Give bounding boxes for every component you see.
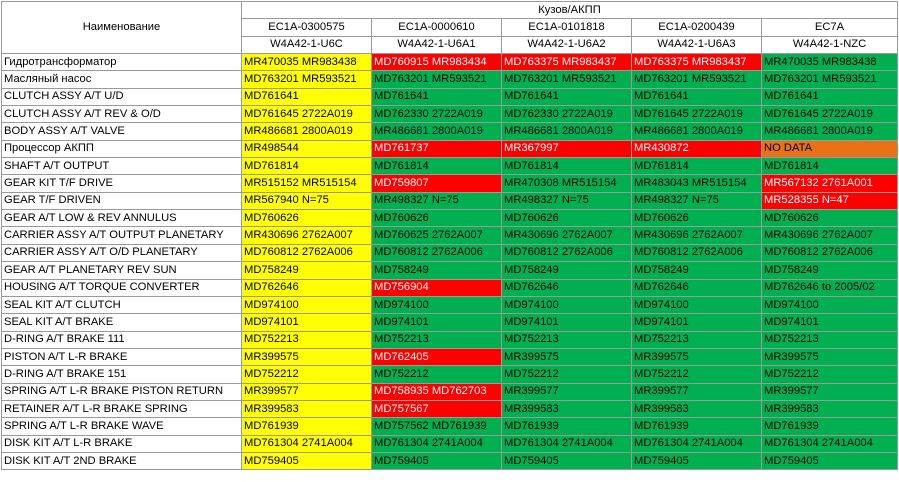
part-number-cell[interactable]: MD761641 bbox=[372, 88, 502, 105]
part-number-cell[interactable]: MD760626 bbox=[632, 210, 762, 227]
part-name-cell[interactable]: DISK KIT A/T L-R BRAKE bbox=[2, 435, 242, 452]
body-transmission-group-header[interactable]: Кузов/АКПП bbox=[242, 2, 898, 19]
part-number-cell[interactable]: MD763201 MR593521 bbox=[762, 71, 898, 88]
table-row bbox=[2, 279, 898, 296]
part-number-cell[interactable]: MR399575 bbox=[242, 348, 372, 365]
part-name-cell[interactable]: D-RING A/T BRAKE 111 bbox=[2, 331, 242, 348]
table-row bbox=[2, 210, 898, 227]
part-number-cell[interactable]: MR470035 MR983438 bbox=[242, 54, 372, 71]
part-number-cell[interactable]: MR498327 N=75 bbox=[502, 192, 632, 209]
name-column-header[interactable]: Наименование bbox=[2, 2, 242, 54]
part-number-cell[interactable]: MD760812 2762A006 bbox=[502, 244, 632, 261]
part-number-cell[interactable]: MR399575 bbox=[502, 348, 632, 365]
part-number-cell[interactable]: MD762646 bbox=[632, 279, 762, 296]
table-row bbox=[2, 262, 898, 279]
table-row bbox=[2, 383, 898, 400]
part-number-cell[interactable]: MD752213 bbox=[762, 331, 898, 348]
part-number-cell[interactable]: MD974101 bbox=[632, 314, 762, 331]
part-number-cell[interactable]: MD757567 bbox=[372, 400, 502, 417]
part-number-cell[interactable]: MD757562 MD761939 bbox=[372, 418, 502, 435]
part-number-cell[interactable]: MD758249 bbox=[242, 262, 372, 279]
part-number-cell[interactable]: MD760915 MR983434 bbox=[372, 54, 502, 71]
part-number-cell[interactable]: MD974100 bbox=[632, 296, 762, 313]
part-number-cell[interactable]: MD752212 bbox=[632, 366, 762, 383]
part-number-cell[interactable]: MD758935 MD762703 bbox=[372, 383, 502, 400]
part-name-cell[interactable]: PISTON A/T L-R BRAKE bbox=[2, 348, 242, 365]
header-row-group bbox=[2, 2, 898, 19]
part-name-cell[interactable]: Масляный насос bbox=[2, 71, 242, 88]
table-row bbox=[2, 452, 898, 469]
table-row bbox=[2, 71, 898, 88]
part-number-cell[interactable]: MD752213 bbox=[632, 331, 762, 348]
part-number-cell[interactable]: MD759405 bbox=[372, 452, 502, 469]
part-number-cell[interactable]: MD759807 bbox=[372, 175, 502, 192]
part-number-cell[interactable]: MD762330 2722A019 bbox=[372, 106, 502, 123]
table-row bbox=[2, 123, 898, 140]
part-number-cell[interactable]: MR399583 bbox=[762, 400, 898, 417]
part-number-cell[interactable]: MR515152 MR515154 bbox=[242, 175, 372, 192]
part-number-cell[interactable]: MD761814 bbox=[242, 158, 372, 175]
part-number-cell[interactable]: MR430872 bbox=[632, 140, 762, 157]
table-row bbox=[2, 400, 898, 417]
part-name-cell[interactable]: CARRIER ASSY A/T OUTPUT PLANETARY bbox=[2, 227, 242, 244]
part-number-cell[interactable]: MR470308 MR515154 bbox=[502, 175, 632, 192]
part-number-cell[interactable]: MD763201 MR593521 bbox=[372, 71, 502, 88]
part-number-cell[interactable]: MD974100 bbox=[502, 296, 632, 313]
part-number-cell[interactable]: MD760625 2762A007 bbox=[372, 227, 502, 244]
part-number-cell[interactable]: MD752212 bbox=[762, 366, 898, 383]
part-number-cell[interactable]: MR430696 2762A007 bbox=[242, 227, 372, 244]
part-number-cell[interactable]: MD759405 bbox=[502, 452, 632, 469]
part-name-cell[interactable]: SPRING A/T L-R BRAKE PISTON RETURN bbox=[2, 383, 242, 400]
part-name-cell[interactable]: CLUTCH ASSY A/T U/D bbox=[2, 88, 242, 105]
part-name-cell[interactable]: SHAFT A/T OUTPUT bbox=[2, 158, 242, 175]
part-number-cell[interactable]: MD761304 2741A004 bbox=[502, 435, 632, 452]
part-name-cell[interactable]: GEAR A/T LOW & REV ANNULUS bbox=[2, 210, 242, 227]
part-number-cell[interactable]: MR430696 2762A007 bbox=[502, 227, 632, 244]
part-number-cell[interactable]: MD752213 bbox=[502, 331, 632, 348]
part-number-cell[interactable]: NO DATA bbox=[762, 140, 898, 157]
part-number-cell[interactable]: MD758249 bbox=[632, 262, 762, 279]
table-row bbox=[2, 314, 898, 331]
part-number-cell[interactable]: MD974101 bbox=[242, 314, 372, 331]
part-number-cell[interactable]: MD752212 bbox=[242, 366, 372, 383]
part-name-cell[interactable]: GEAR T/F DRIVEN bbox=[2, 192, 242, 209]
part-number-cell[interactable]: MD761939 bbox=[762, 418, 898, 435]
part-number-cell[interactable]: MD761641 bbox=[502, 88, 632, 105]
part-number-cell[interactable]: MD763375 MR983437 bbox=[502, 54, 632, 71]
column-header-body[interactable]: EC1A-0000610 bbox=[372, 19, 502, 36]
column-header-body[interactable]: EC1A-0200439 bbox=[632, 19, 762, 36]
part-number-cell[interactable]: MR399583 bbox=[242, 400, 372, 417]
table-row bbox=[2, 435, 898, 452]
part-number-cell[interactable]: MD761645 2722A019 bbox=[632, 106, 762, 123]
part-name-cell[interactable]: CARRIER ASSY A/T O/D PLANETARY bbox=[2, 244, 242, 261]
table-row bbox=[2, 88, 898, 105]
part-number-cell[interactable]: MD758249 bbox=[762, 262, 898, 279]
part-number-cell[interactable]: MD763375 MR983437 bbox=[632, 54, 762, 71]
part-number-cell[interactable]: MR470035 MR983438 bbox=[762, 54, 898, 71]
part-number-cell[interactable]: MD761641 bbox=[242, 88, 372, 105]
part-number-cell[interactable]: MR486681 2800A019 bbox=[242, 123, 372, 140]
column-header-transmission[interactable]: W4A42-1-U6A1 bbox=[372, 36, 502, 53]
part-number-cell[interactable]: MD761814 bbox=[762, 158, 898, 175]
part-number-cell[interactable]: MD761645 2722A019 bbox=[242, 106, 372, 123]
part-number-cell[interactable]: MR399583 bbox=[502, 400, 632, 417]
part-number-cell[interactable]: MR399577 bbox=[242, 383, 372, 400]
part-number-cell[interactable]: MD758249 bbox=[372, 262, 502, 279]
part-number-cell[interactable]: MD759405 bbox=[632, 452, 762, 469]
part-number-cell[interactable]: MR430696 2762A007 bbox=[762, 227, 898, 244]
part-number-cell[interactable]: MD761641 bbox=[762, 88, 898, 105]
part-number-cell[interactable]: MD761641 bbox=[632, 88, 762, 105]
part-name-cell[interactable]: RETAINER A/T L-R BRAKE SPRING bbox=[2, 400, 242, 417]
part-number-cell[interactable]: MD752213 bbox=[242, 331, 372, 348]
part-number-cell[interactable]: MD760626 bbox=[502, 210, 632, 227]
part-number-cell[interactable]: MD761939 bbox=[242, 418, 372, 435]
part-number-cell[interactable]: MD974101 bbox=[762, 314, 898, 331]
part-number-cell[interactable]: MD761939 bbox=[632, 418, 762, 435]
part-number-cell[interactable]: MR399577 bbox=[502, 383, 632, 400]
column-header-body[interactable]: EC1A-0300575 bbox=[242, 19, 372, 36]
part-number-cell[interactable]: MR498327 N=75 bbox=[632, 192, 762, 209]
part-number-cell[interactable]: MD762330 2722A019 bbox=[502, 106, 632, 123]
part-number-cell[interactable]: MD761304 2741A004 bbox=[762, 435, 898, 452]
column-header-transmission[interactable]: W4A42-1-U6A3 bbox=[632, 36, 762, 53]
part-number-cell[interactable]: MD760812 2762A006 bbox=[242, 244, 372, 261]
part-number-cell[interactable]: MR498544 bbox=[242, 140, 372, 157]
part-number-cell[interactable]: MR399577 bbox=[762, 383, 898, 400]
part-number-cell[interactable]: MD761645 2722A019 bbox=[762, 106, 898, 123]
part-number-cell[interactable]: MD761939 bbox=[502, 418, 632, 435]
part-name-cell[interactable]: GEAR A/T PLANETARY REV SUN bbox=[2, 262, 242, 279]
part-number-cell[interactable]: MD761304 2741A004 bbox=[242, 435, 372, 452]
part-number-cell[interactable]: MD760812 2762A006 bbox=[762, 244, 898, 261]
part-number-cell[interactable]: MD974100 bbox=[242, 296, 372, 313]
parts-table bbox=[1, 1, 898, 470]
part-number-cell[interactable]: MD759405 bbox=[242, 452, 372, 469]
table-row bbox=[2, 331, 898, 348]
part-number-cell[interactable]: MD762405 bbox=[372, 348, 502, 365]
table-row bbox=[2, 227, 898, 244]
part-name-cell[interactable]: Гидротрансформатор bbox=[2, 54, 242, 71]
table-row bbox=[2, 366, 898, 383]
part-name-cell[interactable]: CLUTCH ASSY A/T REV & O/D bbox=[2, 106, 242, 123]
column-header-body[interactable]: EC1A-0101818 bbox=[502, 19, 632, 36]
part-number-cell[interactable]: MR483043 MR515154 bbox=[632, 175, 762, 192]
table-row bbox=[2, 418, 898, 435]
table-row bbox=[2, 348, 898, 365]
part-number-cell[interactable]: MD760626 bbox=[762, 210, 898, 227]
part-number-cell[interactable]: MR528355 N=47 bbox=[762, 192, 898, 209]
part-name-cell[interactable]: BODY ASSY A/T VALVE bbox=[2, 123, 242, 140]
part-number-cell[interactable]: MR567132 2761A001 bbox=[762, 175, 898, 192]
part-number-cell[interactable]: MD763201 MR593521 bbox=[502, 71, 632, 88]
part-number-cell[interactable]: MD974101 bbox=[502, 314, 632, 331]
part-name-cell[interactable]: GEAR KIT T/F DRIVE bbox=[2, 175, 242, 192]
part-number-cell[interactable]: MR399577 bbox=[632, 383, 762, 400]
part-name-cell[interactable]: Процессор АКПП bbox=[2, 140, 242, 157]
part-number-cell[interactable]: MD761814 bbox=[632, 158, 762, 175]
part-number-cell[interactable]: MR498327 N=75 bbox=[372, 192, 502, 209]
table-row bbox=[2, 296, 898, 313]
part-number-cell[interactable]: MR567940 N=75 bbox=[242, 192, 372, 209]
column-header-transmission[interactable]: W4A42-1-U6A2 bbox=[502, 36, 632, 53]
part-number-cell[interactable]: MR430696 2762A007 bbox=[632, 227, 762, 244]
table-row bbox=[2, 158, 898, 175]
part-number-cell[interactable]: MD762646 to 2005/02 bbox=[762, 279, 898, 296]
part-number-cell[interactable]: MD752212 bbox=[372, 366, 502, 383]
table-row bbox=[2, 175, 898, 192]
column-header-transmission[interactable]: W4A42-1-NZC bbox=[762, 36, 898, 53]
part-number-cell[interactable]: MR486681 2800A019 bbox=[502, 123, 632, 140]
part-number-cell[interactable]: MD763201 MR593521 bbox=[632, 71, 762, 88]
part-number-cell[interactable]: MR486681 2800A019 bbox=[372, 123, 502, 140]
table-row bbox=[2, 140, 898, 157]
part-number-cell[interactable]: MD756904 bbox=[372, 279, 502, 296]
part-number-cell[interactable]: MD760626 bbox=[242, 210, 372, 227]
column-header-transmission[interactable]: W4A42-1-U6C bbox=[242, 36, 372, 53]
part-name-cell[interactable]: SPRING A/T L-R BRAKE WAVE bbox=[2, 418, 242, 435]
table-row bbox=[2, 54, 898, 71]
part-name-cell[interactable]: D-RING A/T BRAKE 151 bbox=[2, 366, 242, 383]
part-number-cell[interactable]: MR486681 2800A019 bbox=[762, 123, 898, 140]
part-number-cell[interactable]: MD760812 2762A006 bbox=[632, 244, 762, 261]
part-number-cell[interactable]: MD974101 bbox=[372, 314, 502, 331]
part-name-cell[interactable]: HOUSING A/T TORQUE CONVERTER bbox=[2, 279, 242, 296]
parts-table-body bbox=[2, 2, 898, 470]
part-number-cell[interactable]: MD761814 bbox=[502, 158, 632, 175]
part-number-cell[interactable]: MR399575 bbox=[632, 348, 762, 365]
part-number-cell[interactable]: MR399575 bbox=[762, 348, 898, 365]
part-number-cell[interactable]: MD974100 bbox=[762, 296, 898, 313]
part-number-cell[interactable]: MD759405 bbox=[762, 452, 898, 469]
part-number-cell[interactable]: MR486681 2800A019 bbox=[632, 123, 762, 140]
part-number-cell[interactable]: MR367997 bbox=[502, 140, 632, 157]
part-name-cell[interactable]: SEAL KIT A/T CLUTCH bbox=[2, 296, 242, 313]
part-number-cell[interactable]: MR399583 bbox=[632, 400, 762, 417]
part-name-cell[interactable]: SEAL KIT A/T BRAKE bbox=[2, 314, 242, 331]
table-row bbox=[2, 106, 898, 123]
part-number-cell[interactable]: MD760812 2762A006 bbox=[372, 244, 502, 261]
part-number-cell[interactable]: MD763201 MR593521 bbox=[242, 71, 372, 88]
part-number-cell[interactable]: MD758249 bbox=[502, 262, 632, 279]
part-number-cell[interactable]: MD761304 2741A004 bbox=[372, 435, 502, 452]
part-number-cell[interactable]: MD752213 bbox=[372, 331, 502, 348]
part-number-cell[interactable]: MD761737 bbox=[372, 140, 502, 157]
part-number-cell[interactable]: MD974100 bbox=[372, 296, 502, 313]
part-number-cell[interactable]: MD760626 bbox=[372, 210, 502, 227]
table-row bbox=[2, 244, 898, 261]
part-number-cell[interactable]: MD762646 bbox=[242, 279, 372, 296]
part-name-cell[interactable]: DISK KIT A/T 2ND BRAKE bbox=[2, 452, 242, 469]
part-number-cell[interactable]: MD761814 bbox=[372, 158, 502, 175]
part-number-cell[interactable]: MD752212 bbox=[502, 366, 632, 383]
column-header-body[interactable]: EC7A bbox=[762, 19, 898, 36]
table-row bbox=[2, 192, 898, 209]
part-number-cell[interactable]: MD761304 2741A004 bbox=[632, 435, 762, 452]
part-number-cell[interactable]: MD762646 bbox=[502, 279, 632, 296]
